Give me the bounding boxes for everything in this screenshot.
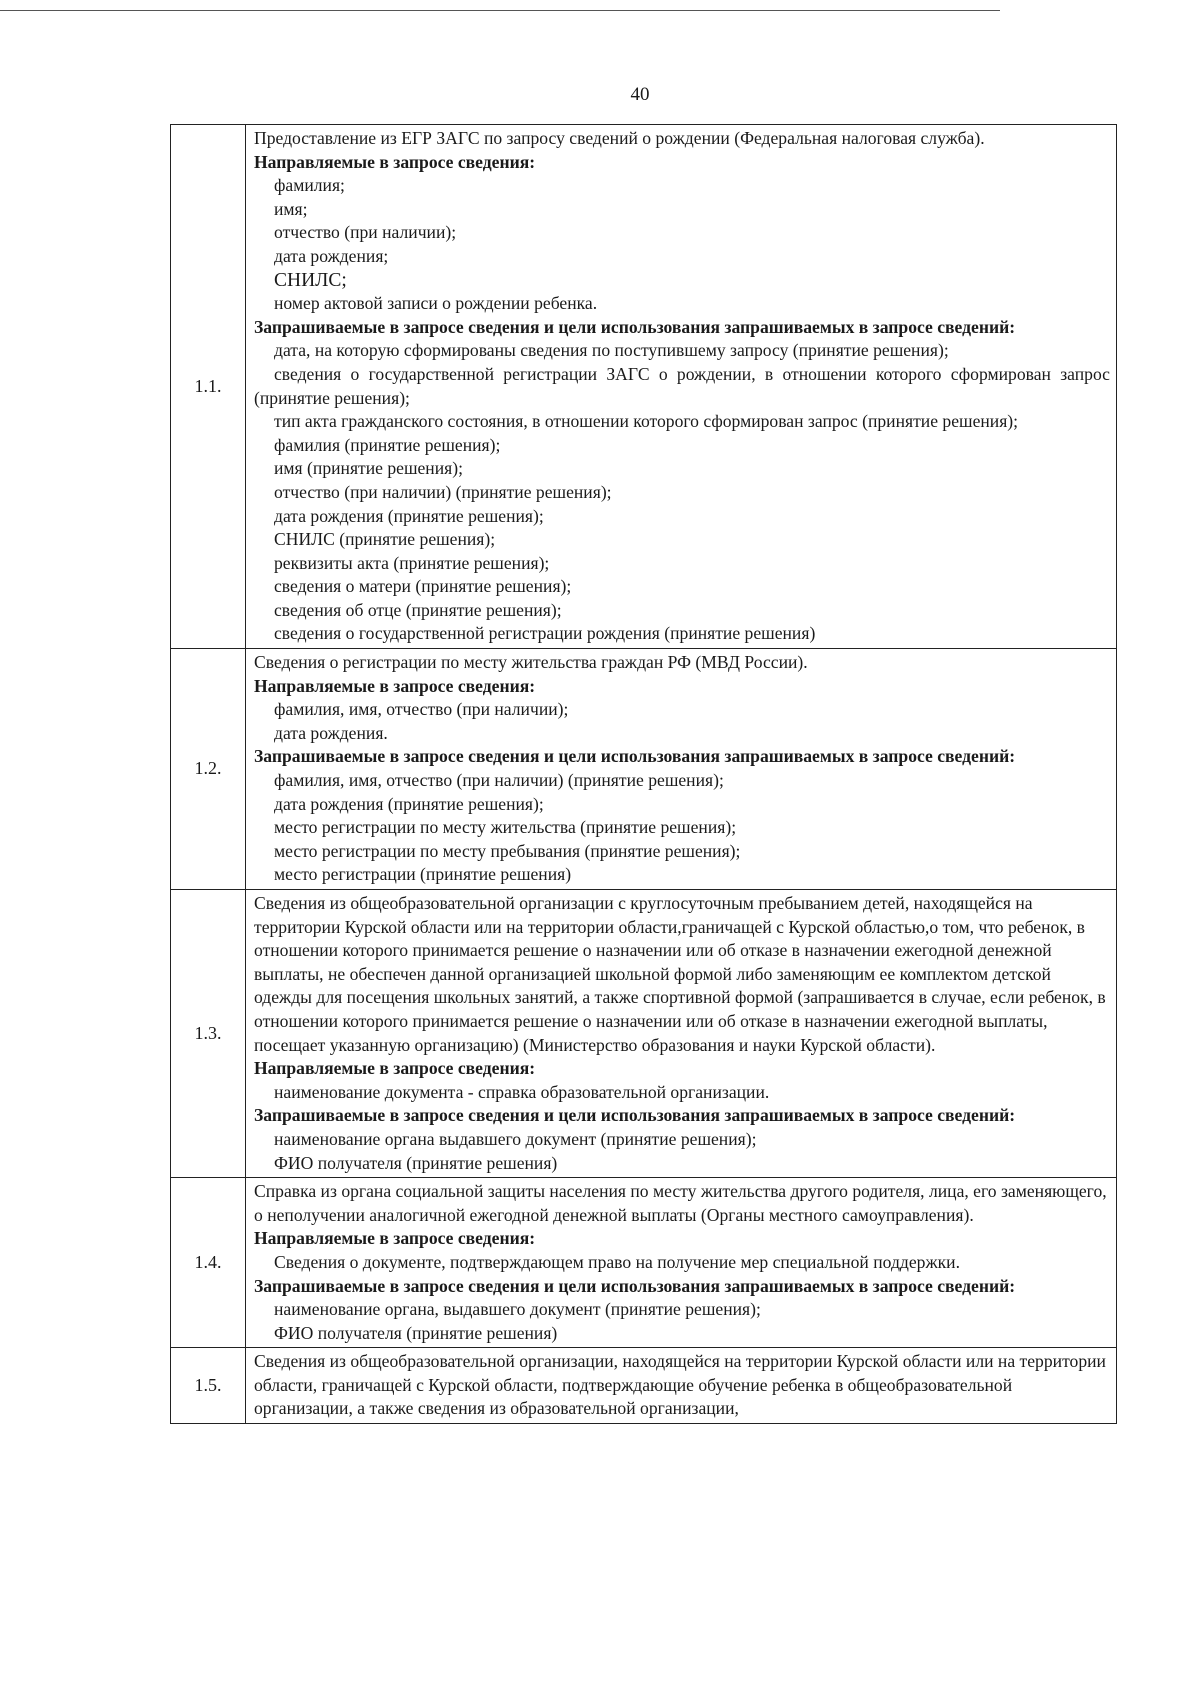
row-content bbox=[246, 890, 1117, 1178]
row-title: Сведения из общеобразовательной организации, находящейся на территории Курской области или на территории области, граничащей с Курской области, подтверждающие обучение ребенка в общеобразовательной организации, а также сведения из образовательной организации, bbox=[254, 1351, 1106, 1419]
list-item: наименование органа выдавшего документ (принятие решения); bbox=[274, 1128, 757, 1149]
row-title: Предоставление из ЕГР ЗАГС по запросу сведений о рождении (Федеральная налоговая служба). bbox=[254, 128, 985, 148]
list-item: фамилия, имя, отчество (при наличии); bbox=[274, 699, 569, 720]
list-item: наименование документа - справка образовательной организации. bbox=[274, 1081, 770, 1102]
row-number: 1.2. bbox=[171, 649, 246, 890]
list-item: сведения о государственной регистрации ЗАГС о рождении, в отношении которого сформирован запрос (принятие решения); bbox=[254, 363, 1110, 408]
table-row-1-1 bbox=[171, 125, 1117, 649]
row-number: 1.5. bbox=[171, 1348, 246, 1424]
list-item: фамилия (принятие решения); bbox=[274, 434, 501, 455]
list-item: имя; bbox=[274, 198, 308, 219]
list-item: СНИЛС; bbox=[274, 269, 347, 291]
list-item: место регистрации по месту пребывания (принятие решения); bbox=[274, 840, 741, 861]
row-number: 1.4. bbox=[171, 1178, 246, 1348]
requested-heading: Запрашиваемые в запросе сведения и цели использования запрашиваемых в запросе сведений: bbox=[254, 1105, 1016, 1126]
sent-heading: Направляемые в запросе сведения: bbox=[254, 675, 536, 696]
list-item: ФИО получателя (принятие решения) bbox=[274, 1322, 558, 1343]
requested-heading: Запрашиваемые в запросе сведения и цели использования запрашиваемых в запросе сведений: bbox=[254, 746, 1016, 767]
list-item: сведения о матери (принятие решения); bbox=[274, 576, 572, 597]
list-item: номер актовой записи о рождении ребенка. bbox=[274, 293, 598, 314]
sent-heading: Направляемые в запросе сведения: bbox=[254, 1058, 536, 1079]
row-title: Сведения из общеобразовательной организации с круглосуточным пребыванием детей, находящейся на территории Курской области или на территории области,граничащей с Курской областью,о том, что ребенок, в отношении которого принимается решение о назначении или об отказе в назначении ежегодной денежной выплаты, не обеспечен данной организацией школьной формой либо заменяющим ее комплектом детской одежды для посещения школьных занятий, а также спортивной формой (запрашивается в случае, если ребенок, в отношении которого принимается решение о назначении или об отказе в назначении ежегодной выплаты, посещает указанную организацию) (Министерство образования и науки Курской области). bbox=[254, 893, 1106, 1055]
row-number: 1.1. bbox=[171, 125, 246, 649]
sent-heading: Направляемые в запросе сведения: bbox=[254, 1228, 536, 1249]
list-item: фамилия; bbox=[274, 175, 345, 196]
requested-heading: Запрашиваемые в запросе сведения и цели использования запрашиваемых в запросе сведений: bbox=[254, 316, 1016, 337]
list-item: дата рождения; bbox=[274, 245, 389, 266]
row-content bbox=[246, 1348, 1117, 1424]
row-title: Сведения о регистрации по месту жительства граждан РФ (МВД России). bbox=[254, 652, 808, 673]
table-row-1-3 bbox=[171, 890, 1117, 1178]
requested-heading: Запрашиваемые в запросе сведения и цели использования запрашиваемых в запросе сведений: bbox=[254, 1275, 1016, 1296]
list-item: Сведения о документе, подтверждающем право на получение мер специальной поддержки. bbox=[274, 1251, 960, 1272]
row-content bbox=[246, 1178, 1117, 1348]
table-row-1-4 bbox=[171, 1178, 1117, 1348]
row-content bbox=[246, 649, 1117, 890]
list-item: фамилия, имя, отчество (при наличии) (принятие решения); bbox=[274, 770, 724, 791]
list-item: место регистрации по месту жительства (принятие решения); bbox=[274, 817, 737, 838]
table-row-1-5 bbox=[171, 1348, 1117, 1424]
list-item: отчество (при наличии) (принятие решения); bbox=[274, 481, 612, 502]
row-title: Справка из органа социальной защиты населения по месту жительства другого родителя, лица, его заменяющего, о неполучении аналогичной ежегодной денежной выплаты (Органы местного самоуправления). bbox=[254, 1181, 1107, 1225]
requests-table bbox=[170, 124, 1117, 1424]
page-number: 40 bbox=[630, 84, 650, 105]
list-item: место регистрации (принятие решения) bbox=[274, 864, 572, 885]
list-item: дата рождения (принятие решения); bbox=[274, 505, 544, 526]
row-number: 1.3. bbox=[171, 890, 246, 1178]
list-item: сведения о государственной регистрации рождения (принятие решения) bbox=[274, 623, 816, 644]
sent-heading: Направляемые в запросе сведения: bbox=[254, 151, 536, 172]
list-item: отчество (при наличии); bbox=[274, 222, 457, 243]
table-row-1-2 bbox=[171, 649, 1117, 890]
list-item: реквизиты акта (принятие решения); bbox=[274, 552, 550, 573]
list-item: ФИО получателя (принятие решения) bbox=[274, 1152, 558, 1173]
top-scan-rule bbox=[0, 10, 1000, 11]
list-item: сведения об отце (принятие решения); bbox=[274, 599, 562, 620]
list-item: наименование органа, выдавшего документ (принятие решения); bbox=[274, 1299, 761, 1320]
list-item: тип акта гражданского состояния, в отношении которого сформирован запрос (принятие решения); bbox=[274, 411, 1019, 432]
row-content bbox=[246, 125, 1117, 649]
list-item: СНИЛС (принятие решения); bbox=[274, 529, 496, 550]
list-item: имя (принятие решения); bbox=[274, 458, 463, 479]
list-item: дата, на которую сформированы сведения по поступившему запросу (принятие решения); bbox=[274, 340, 949, 361]
list-item: дата рождения. bbox=[274, 722, 388, 743]
list-item: дата рождения (принятие решения); bbox=[274, 793, 544, 814]
